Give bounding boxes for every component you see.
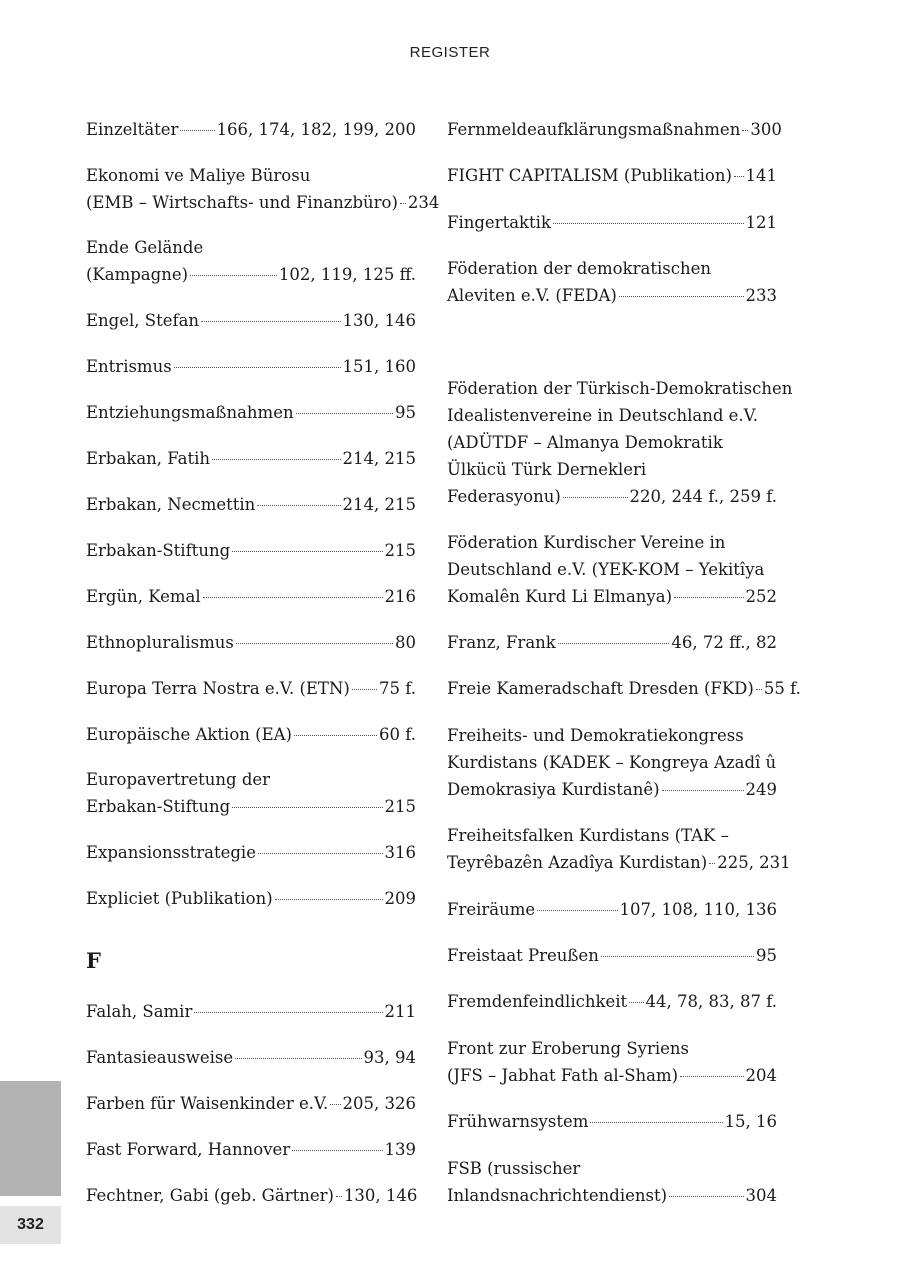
- entry-term: Inlandsnachrichtendienst): [447, 1186, 668, 1205]
- index-entry-line: [86, 766, 416, 793]
- index-entry: [86, 234, 416, 288]
- entry-term: Farben für Waisenkinder e.V.: [86, 1094, 329, 1113]
- index-entry: [86, 998, 416, 1025]
- entry-term: Erbakan, Necmettin: [86, 495, 256, 514]
- index-entry: [447, 988, 777, 1015]
- dot-leader: [563, 497, 628, 498]
- index-entry: [86, 629, 416, 656]
- entry-pages: 225, 231: [717, 853, 791, 872]
- entry-pages: 216: [384, 587, 416, 606]
- index-entry-line: [86, 162, 416, 189]
- entry-term: Demokrasiya Kurdistanê): [447, 780, 660, 799]
- entry-term: (EMB – Wirtschafts- und Finanzbüro): [86, 193, 398, 212]
- index-entry: [447, 822, 791, 876]
- index-entry-line: [447, 849, 791, 876]
- index-entry-line: [447, 255, 777, 282]
- entry-term: FIGHT CAPITALISM (Publikation): [447, 166, 732, 185]
- entry-term: Föderation Kurdischer Vereine in: [447, 533, 726, 552]
- entry-pages: 141: [745, 166, 777, 185]
- index-entry-line: [447, 402, 777, 429]
- entry-pages: 316: [384, 843, 416, 862]
- index-entry-line: [86, 839, 416, 866]
- entry-pages: 205, 326: [342, 1094, 416, 1113]
- index-entry: [86, 839, 416, 866]
- index-entry-line: [86, 491, 416, 518]
- index-entry-line: [447, 896, 777, 923]
- index-entry-line: [447, 162, 777, 189]
- index-entry-line: [447, 1155, 777, 1182]
- dot-leader: [734, 176, 744, 177]
- dot-leader: [294, 735, 377, 736]
- entry-pages: 139: [384, 1140, 416, 1159]
- entry-term: Erbakan-Stiftung: [86, 797, 231, 816]
- entry-term: Entrismus: [86, 357, 172, 376]
- dot-leader: [330, 1104, 340, 1105]
- index-entry: [447, 255, 777, 309]
- index-entry-line: [447, 776, 777, 803]
- dot-leader: [201, 321, 340, 322]
- dot-leader: [257, 505, 340, 506]
- entry-pages: 44, 78, 83, 87 f.: [645, 992, 777, 1011]
- index-entry: [86, 537, 416, 564]
- dot-leader: [232, 807, 382, 808]
- entry-pages: 95: [395, 403, 416, 422]
- dot-leader: [194, 1012, 382, 1013]
- index-entry: [86, 1136, 416, 1163]
- index-entry-line: [86, 116, 416, 143]
- index-entry: [447, 1035, 777, 1089]
- index-entry-line: [86, 234, 416, 261]
- index-entry: [447, 209, 777, 236]
- entry-term: Ende Gelände: [86, 238, 204, 257]
- index-entry-line: [447, 556, 777, 583]
- entry-term: Komalên Kurd Li Elmanya): [447, 587, 673, 606]
- dot-leader: [292, 1150, 382, 1151]
- index-entry-line: [447, 282, 777, 309]
- index-entry: [447, 1108, 777, 1135]
- entry-term: Fernmeldeaufklärungsmaßnahmen: [447, 120, 741, 139]
- entry-pages: 75 f.: [378, 679, 416, 698]
- entry-term: Ethnopluralismus: [86, 633, 234, 652]
- entry-term: (ADÜTDF – Almanya Demokratik: [447, 433, 723, 452]
- entry-term: Entziehungsmaßnahmen: [86, 403, 294, 422]
- dot-leader: [190, 275, 277, 276]
- entry-pages: 130, 146: [343, 1186, 418, 1205]
- dot-leader: [742, 130, 748, 131]
- entry-term: FSB (russischer: [447, 1159, 581, 1178]
- index-entry-line: [86, 1182, 416, 1209]
- entry-term: Teyrêbazên Azadîya Kurdistan): [447, 853, 708, 872]
- entry-term: Ülkücü Türk Dernekleri: [447, 460, 647, 479]
- entry-term: Freiräume: [447, 900, 536, 919]
- index-entry-line: [86, 675, 416, 702]
- entry-pages: 60 f.: [378, 725, 416, 744]
- entry-term: Engel, Stefan: [86, 311, 200, 330]
- index-entry-line: [447, 675, 801, 702]
- index-entry: [86, 399, 416, 426]
- entry-pages: 215: [384, 541, 416, 560]
- dot-leader: [400, 203, 406, 204]
- index-entry-line: [86, 307, 416, 334]
- dot-leader: [180, 130, 214, 131]
- entry-pages: 204: [745, 1066, 777, 1085]
- entry-term: Federasyonu): [447, 487, 561, 506]
- entry-term: Europavertretung der: [86, 770, 271, 789]
- entry-term: Freistaat Preußen: [447, 946, 599, 965]
- entry-term: Expansionsstrategie: [86, 843, 256, 862]
- entry-term: Einzeltäter: [86, 120, 179, 139]
- index-entry-line: [86, 399, 416, 426]
- entry-term: Freiheitsfalken Kurdistans (TAK –: [447, 826, 729, 845]
- dot-leader: [352, 689, 377, 690]
- entry-term: Fingertaktik: [447, 213, 551, 232]
- index-entry: [86, 1090, 416, 1117]
- dot-leader: [537, 910, 617, 911]
- entry-pages: 93, 94: [363, 1048, 416, 1067]
- index-entry-line: [447, 942, 777, 969]
- index-entry-line: [86, 353, 416, 380]
- entry-term: Freiheits- und Demokratiekongress: [447, 726, 744, 745]
- index-entry-line: [447, 583, 777, 610]
- index-entry: [447, 629, 777, 656]
- section-letter: F: [86, 948, 101, 973]
- index-entry: [86, 766, 416, 820]
- index-entry-line: [447, 1182, 777, 1209]
- entry-pages: 80: [395, 633, 416, 652]
- index-entry-line: [447, 1062, 777, 1089]
- index-entry: [447, 722, 777, 803]
- index-entry: [86, 307, 416, 334]
- entry-pages: 55 f.: [763, 679, 801, 698]
- entry-term: Europa Terra Nostra e.V. (ETN): [86, 679, 350, 698]
- dot-leader: [669, 1196, 743, 1197]
- index-entry-line: [447, 822, 777, 849]
- entry-pages: 214, 215: [342, 449, 416, 468]
- index-entry-line: [447, 629, 777, 656]
- entry-pages: 15, 16: [724, 1112, 777, 1131]
- entry-term: Fechtner, Gabi (geb. Gärtner): [86, 1186, 334, 1205]
- dot-leader: [619, 296, 744, 297]
- index-entry: [86, 721, 416, 748]
- index-entry-line: [86, 629, 416, 656]
- index-entry-line: [447, 116, 782, 143]
- index-entry-line: [86, 445, 416, 472]
- index-entry: [86, 445, 416, 472]
- entry-pages: 130, 146: [342, 311, 416, 330]
- index-entry-line: [86, 189, 440, 216]
- index-entry-line: [86, 1044, 416, 1071]
- entry-term: Idealistenvereine in Deutschland e.V.: [447, 406, 758, 425]
- index-entry: [447, 529, 777, 610]
- thumb-tab: [0, 1081, 61, 1196]
- index-entry: [447, 942, 777, 969]
- index-entry-line: [86, 793, 416, 820]
- dot-leader: [236, 643, 393, 644]
- index-entry-line: [447, 456, 777, 483]
- index-entry: [447, 1155, 777, 1209]
- entry-pages: 151, 160: [342, 357, 416, 376]
- dot-leader: [709, 863, 715, 864]
- entry-term: Europäische Aktion (EA): [86, 725, 292, 744]
- entry-term: Fantasieausweise: [86, 1048, 234, 1067]
- index-entry-line: [447, 722, 777, 749]
- dot-leader: [232, 551, 382, 552]
- entry-pages: 214, 215: [342, 495, 416, 514]
- entry-term: (Kampagne): [86, 265, 189, 284]
- entry-pages: 166, 174, 182, 199, 200: [216, 120, 416, 139]
- entry-pages: 234: [407, 193, 440, 212]
- index-entry-line: [447, 529, 777, 556]
- dot-leader: [235, 1058, 361, 1059]
- index-entry-line: [86, 537, 416, 564]
- index-entry-line: [447, 375, 793, 402]
- entry-pages: 215: [384, 797, 416, 816]
- entry-pages: 95: [756, 946, 777, 965]
- entry-term: Franz, Frank: [447, 633, 556, 652]
- entry-term: Falah, Samir: [86, 1002, 193, 1021]
- index-entry-line: [447, 1108, 777, 1135]
- index-entry: [86, 885, 416, 912]
- index-entry-line: [447, 429, 777, 456]
- index-entry-line: [86, 261, 416, 288]
- entry-pages: 304: [745, 1186, 777, 1205]
- index-entry: [447, 675, 801, 702]
- dot-leader: [336, 1196, 342, 1197]
- index-entry: [86, 162, 440, 216]
- entry-term: Erbakan, Fatih: [86, 449, 210, 468]
- index-entry: [447, 162, 777, 189]
- index-entry-line: [86, 885, 416, 912]
- index-entry-line: [447, 749, 777, 776]
- dot-leader: [275, 899, 383, 900]
- entry-term: Erbakan-Stiftung: [86, 541, 231, 560]
- index-entry-line: [447, 1035, 777, 1062]
- entry-term: Deutschland e.V. (YEK-KOM – Yekitîya: [447, 560, 765, 579]
- dot-leader: [756, 689, 762, 690]
- page-header: REGISTER: [409, 44, 491, 61]
- dot-leader: [601, 956, 754, 957]
- index-entry: [86, 583, 416, 610]
- entry-term: Frühwarnsystem: [447, 1112, 589, 1131]
- dot-leader: [258, 853, 383, 854]
- entry-pages: 209: [384, 889, 416, 908]
- entry-term: Aleviten e.V. (FEDA): [447, 286, 617, 305]
- entry-term: Freie Kameradschaft Dresden (FKD): [447, 679, 754, 698]
- index-entry-line: [447, 209, 777, 236]
- entry-pages: 252: [745, 587, 777, 606]
- index-entry: [447, 375, 793, 510]
- entry-pages: 220, 244 f., 259 f.: [629, 487, 777, 506]
- index-entry-line: [86, 721, 416, 748]
- entry-pages: 107, 108, 110, 136: [619, 900, 777, 919]
- index-entry: [86, 116, 416, 143]
- entry-term: Expliciet (Publikation): [86, 889, 273, 908]
- index-entry: [86, 353, 416, 380]
- dot-leader: [296, 413, 393, 414]
- dot-leader: [212, 459, 341, 460]
- dot-leader: [590, 1122, 722, 1123]
- index-entry: [86, 1044, 416, 1071]
- index-entry-line: [86, 1090, 416, 1117]
- dot-leader: [203, 597, 383, 598]
- index-entry: [447, 896, 777, 923]
- index-entry: [86, 1182, 416, 1209]
- index-entry: [447, 116, 782, 143]
- dot-leader: [174, 367, 341, 368]
- dot-leader: [680, 1076, 743, 1077]
- index-entry-line: [447, 988, 777, 1015]
- index-entry-line: [86, 998, 416, 1025]
- entry-pages: 46, 72 ff., 82: [671, 633, 777, 652]
- dot-leader: [674, 597, 743, 598]
- entry-term: Kurdistans (KADEK – Kongreya Azadî û: [447, 753, 777, 772]
- dot-leader: [662, 790, 744, 791]
- entry-term: Fast Forward, Hannover: [86, 1140, 291, 1159]
- index-entry-line: [447, 483, 777, 510]
- entry-term: (JFS – Jabhat Fath al-Sham): [447, 1066, 679, 1085]
- entry-pages: 121: [745, 213, 777, 232]
- dot-leader: [629, 1002, 643, 1003]
- entry-pages: 249: [745, 780, 777, 799]
- page-number: 332: [0, 1206, 61, 1244]
- entry-pages: 211: [384, 1002, 416, 1021]
- entry-pages: 233: [745, 286, 777, 305]
- index-entry: [86, 675, 416, 702]
- entry-term: Föderation der demokratischen: [447, 259, 711, 278]
- dot-leader: [553, 223, 744, 224]
- entry-term: Föderation der Türkisch-Demokratischen: [447, 379, 793, 398]
- index-entry: [86, 491, 416, 518]
- dot-leader: [558, 643, 670, 644]
- index-entry-line: [86, 1136, 416, 1163]
- index-entry-line: [86, 583, 416, 610]
- entry-term: Ekonomi ve Maliye Bürosu: [86, 166, 311, 185]
- entry-term: Front zur Eroberung Syriens: [447, 1039, 690, 1058]
- entry-term: Ergün, Kemal: [86, 587, 201, 606]
- entry-pages: 102, 119, 125 ff.: [278, 265, 416, 284]
- entry-term: Fremdenfeindlichkeit: [447, 992, 628, 1011]
- entry-pages: 300: [750, 120, 782, 139]
